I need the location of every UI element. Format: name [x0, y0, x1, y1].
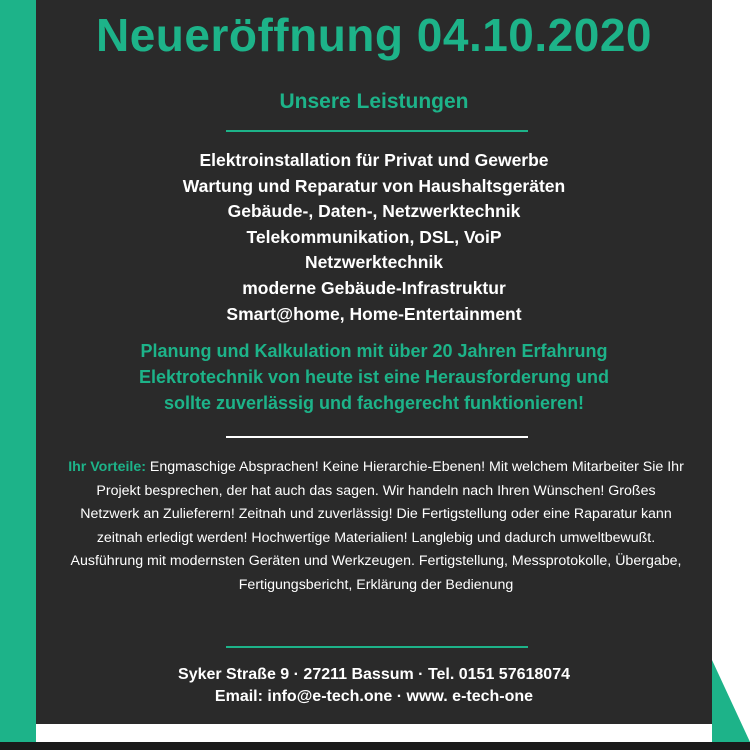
pitch-line: sollte zuverlässig und fachgerecht funktionieren! — [163, 393, 585, 413]
service-item: Wartung und Reparatur von Haushaltsgeräten — [182, 175, 566, 196]
services-heading: Unsere Leistungen — [279, 90, 469, 113]
divider-bottom — [226, 646, 528, 648]
advantages-label: Ihr Vorteile: — [68, 459, 146, 475]
service-item: Netzwerktechnik — [304, 252, 444, 273]
divider-middle — [226, 436, 528, 438]
bottom-border — [0, 742, 750, 750]
accent-stripe-left — [0, 0, 36, 742]
service-item: Gebäude-, Daten-, Netzwerktechnik — [227, 201, 521, 222]
accent-wedge — [712, 660, 750, 742]
services-list — [36, 148, 712, 327]
pitch-line: Planung und Kalkulation mit über 20 Jahren Erfahrung — [140, 341, 608, 361]
advantages-block — [66, 456, 686, 597]
service-item: Elektroinstallation für Privat und Gewerbe — [199, 150, 549, 170]
divider-top — [226, 130, 528, 132]
page-title: Neueröffnung 04.10.2020 — [95, 9, 653, 61]
advantages-text: Engmaschige Absprachen! Keine Hierarchie-Ebenen! Mit welchem Mitarbeiter Sie Ihr Projekt besprechen, der hat auch das sagen. Wir handeln nach Ihren Wünschen! Großes Netzwerk an Zulieferern! Zeitnah und zuverlässig! Die Fertigstellung oder eine Raparatur kann zeitnah erledigt werden! Hochwertige Materialien! Langlebig und dadurch umweltbewußt. Ausführung mit modernsten Geräten und Werkzeugen. Fertigstellung, Messprotokolle, Übergabe, Fertigungsbericht, Erklärung der Bedienung — [70, 459, 684, 593]
contact-block — [36, 664, 712, 708]
contact-web: Email: info@e-tech.one · www. e-tech-one — [214, 688, 534, 705]
pitch-line: Elektrotechnik von heute ist eine Herausforderung und — [138, 367, 610, 387]
service-item: Smart@home, Home-Entertainment — [226, 303, 522, 324]
service-item: moderne Gebäude-Infrastruktur — [242, 277, 506, 298]
service-item: Telekommunikation, DSL, VoiP — [246, 226, 502, 247]
contact-address: Syker Straße 9 · 27211 Bassum · Tel. 0151 57618074 — [178, 666, 570, 683]
pitch-block — [36, 338, 712, 416]
